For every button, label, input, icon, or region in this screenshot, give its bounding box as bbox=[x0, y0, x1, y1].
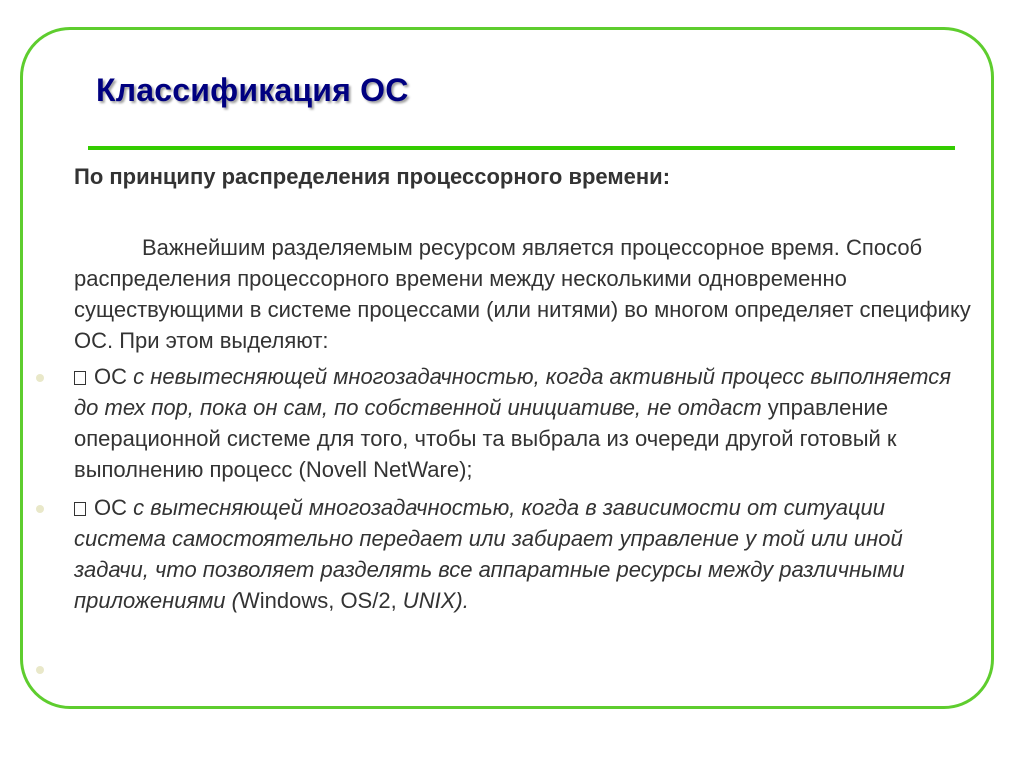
bullet-lead: ОС bbox=[94, 495, 127, 520]
bullet-item-non-preemptive bbox=[74, 361, 974, 485]
bullet-dot-icon bbox=[36, 666, 44, 674]
intro-text: Важнейшим разделяемым ресурсом является процессорное время. Способ распределения процессорного времени между несколькими одновременно существующими в системе процессами (или нитями) во многом определяет специфику ОС. При этом выделяют: bbox=[74, 235, 971, 353]
bullet-italic-tail: UNIX). bbox=[396, 588, 469, 613]
checkbox-glyph-icon bbox=[74, 371, 86, 385]
bullet-dot-icon bbox=[36, 505, 44, 513]
title-underline bbox=[88, 146, 955, 150]
checkbox-glyph-icon bbox=[74, 502, 86, 516]
slide-title: Классификация ОС bbox=[96, 72, 409, 108]
bullet-italic-text: с вытесняющей многозадачностью, когда в зависимости от ситуации система самостоятельно передает или забирает управление у той или иной задачи, что позволяет разделять все аппаратные ресурсы между различными приложениями ( bbox=[74, 495, 905, 613]
bullet-item-preemptive bbox=[74, 492, 974, 616]
bullet-text: Windows, OS/2, bbox=[238, 588, 397, 613]
subheading: По принципу распределения процессорного времени: bbox=[74, 164, 671, 189]
bullet-text: управление операционной системе для того, чтобы та выбрала из очереди другой готовый к выполнению процесс (Novell NetWare); bbox=[74, 395, 897, 482]
bullet-italic-text: с невытесняющей многозадачностью, когда активный процесс выполняется до тех пор, пока он сам, по собственной инициативе, не отдаст bbox=[74, 364, 951, 420]
bullet-dot-icon bbox=[36, 374, 44, 382]
intro-paragraph bbox=[74, 232, 974, 356]
bullet-lead: ОС bbox=[94, 364, 127, 389]
